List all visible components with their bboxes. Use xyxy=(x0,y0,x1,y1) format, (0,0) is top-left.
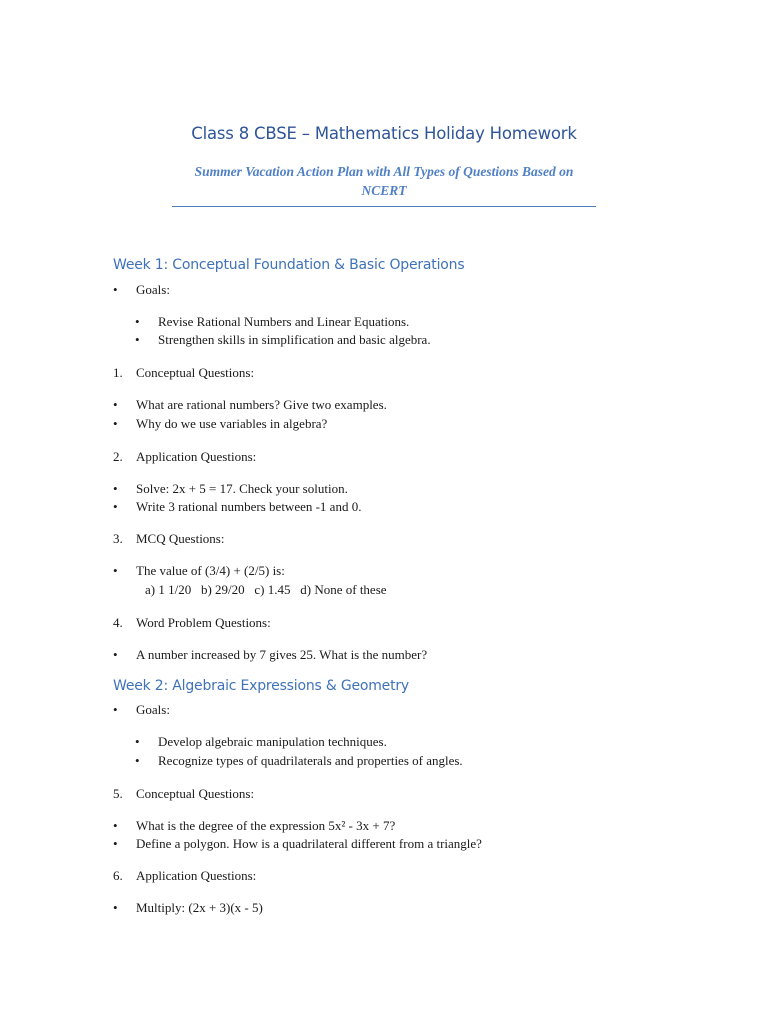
week1-heading: Week 1: Conceptual Foundation & Basic Operations xyxy=(113,257,465,273)
bullet-glyph: • xyxy=(113,416,118,431)
bullet-glyph: • xyxy=(135,314,140,329)
section-number: 6. xyxy=(113,868,123,883)
section-number: 1. xyxy=(113,365,123,380)
bullet-glyph: • xyxy=(113,702,118,717)
question-item: Write 3 rational numbers between -1 and 0. xyxy=(136,499,362,514)
bullet-glyph: • xyxy=(135,734,140,749)
bullet-glyph: • xyxy=(113,481,118,496)
question-item: What is the degree of the expression 5x² - 3x + 7? xyxy=(136,818,396,833)
bullet-glyph: • xyxy=(113,836,118,851)
mcq-options: a) 1 1/20 b) 29/20 c) 1.45 d) None of these xyxy=(145,582,387,597)
week1-goals-label: Goals: xyxy=(136,282,170,297)
question-item: Solve: 2x + 5 = 17. Check your solution. xyxy=(136,481,348,496)
week1-goal-item: Revise Rational Numbers and Linear Equations. xyxy=(158,314,410,329)
bullet-glyph: • xyxy=(135,332,140,347)
section-label: Word Problem Questions: xyxy=(136,615,271,630)
section-number: 5. xyxy=(113,786,123,801)
question-item: The value of (3/4) + (2/5) is: xyxy=(136,563,285,578)
section-label: Conceptual Questions: xyxy=(136,365,255,380)
week1-goal-item: Strengthen skills in simplification and basic algebra. xyxy=(158,332,431,347)
question-item: Multiply: (2x + 3)(x - 5) xyxy=(136,900,263,915)
week2-goal-item: Recognize types of quadrilaterals and properties of angles. xyxy=(158,753,463,768)
bullet-glyph: • xyxy=(113,818,118,833)
week2-goals-label: Goals: xyxy=(136,702,170,717)
bullet-glyph: • xyxy=(113,563,118,578)
bullet-glyph: • xyxy=(113,282,118,297)
section-number: 3. xyxy=(113,531,123,546)
question-item: What are rational numbers? Give two examples. xyxy=(136,397,387,412)
week2-heading: Week 2: Algebraic Expressions & Geometry xyxy=(113,678,410,694)
bullet-glyph: • xyxy=(113,499,118,514)
bullet-glyph: • xyxy=(113,900,118,915)
bullet-glyph: • xyxy=(135,753,140,768)
question-item: Define a polygon. How is a quadrilateral different from a triangle? xyxy=(136,836,482,851)
section-number: 2. xyxy=(113,449,123,464)
question-item: Why do we use variables in algebra? xyxy=(136,416,328,431)
document-subtitle: Summer Vacation Action Plan with All Types of Questions Based on NCERT xyxy=(172,162,596,207)
section-label: Application Questions: xyxy=(136,449,257,464)
bullet-glyph: • xyxy=(113,647,118,662)
document-title: Class 8 CBSE – Mathematics Holiday Homework xyxy=(191,124,577,143)
section-label: Conceptual Questions: xyxy=(136,786,255,801)
week2-goal-item: Develop algebraic manipulation techniques. xyxy=(158,734,387,749)
bullet-glyph: • xyxy=(113,397,118,412)
section-label: Application Questions: xyxy=(136,868,257,883)
section-number: 4. xyxy=(113,615,123,630)
question-item: A number increased by 7 gives 25. What is the number? xyxy=(136,647,428,662)
section-label: MCQ Questions: xyxy=(136,531,225,546)
